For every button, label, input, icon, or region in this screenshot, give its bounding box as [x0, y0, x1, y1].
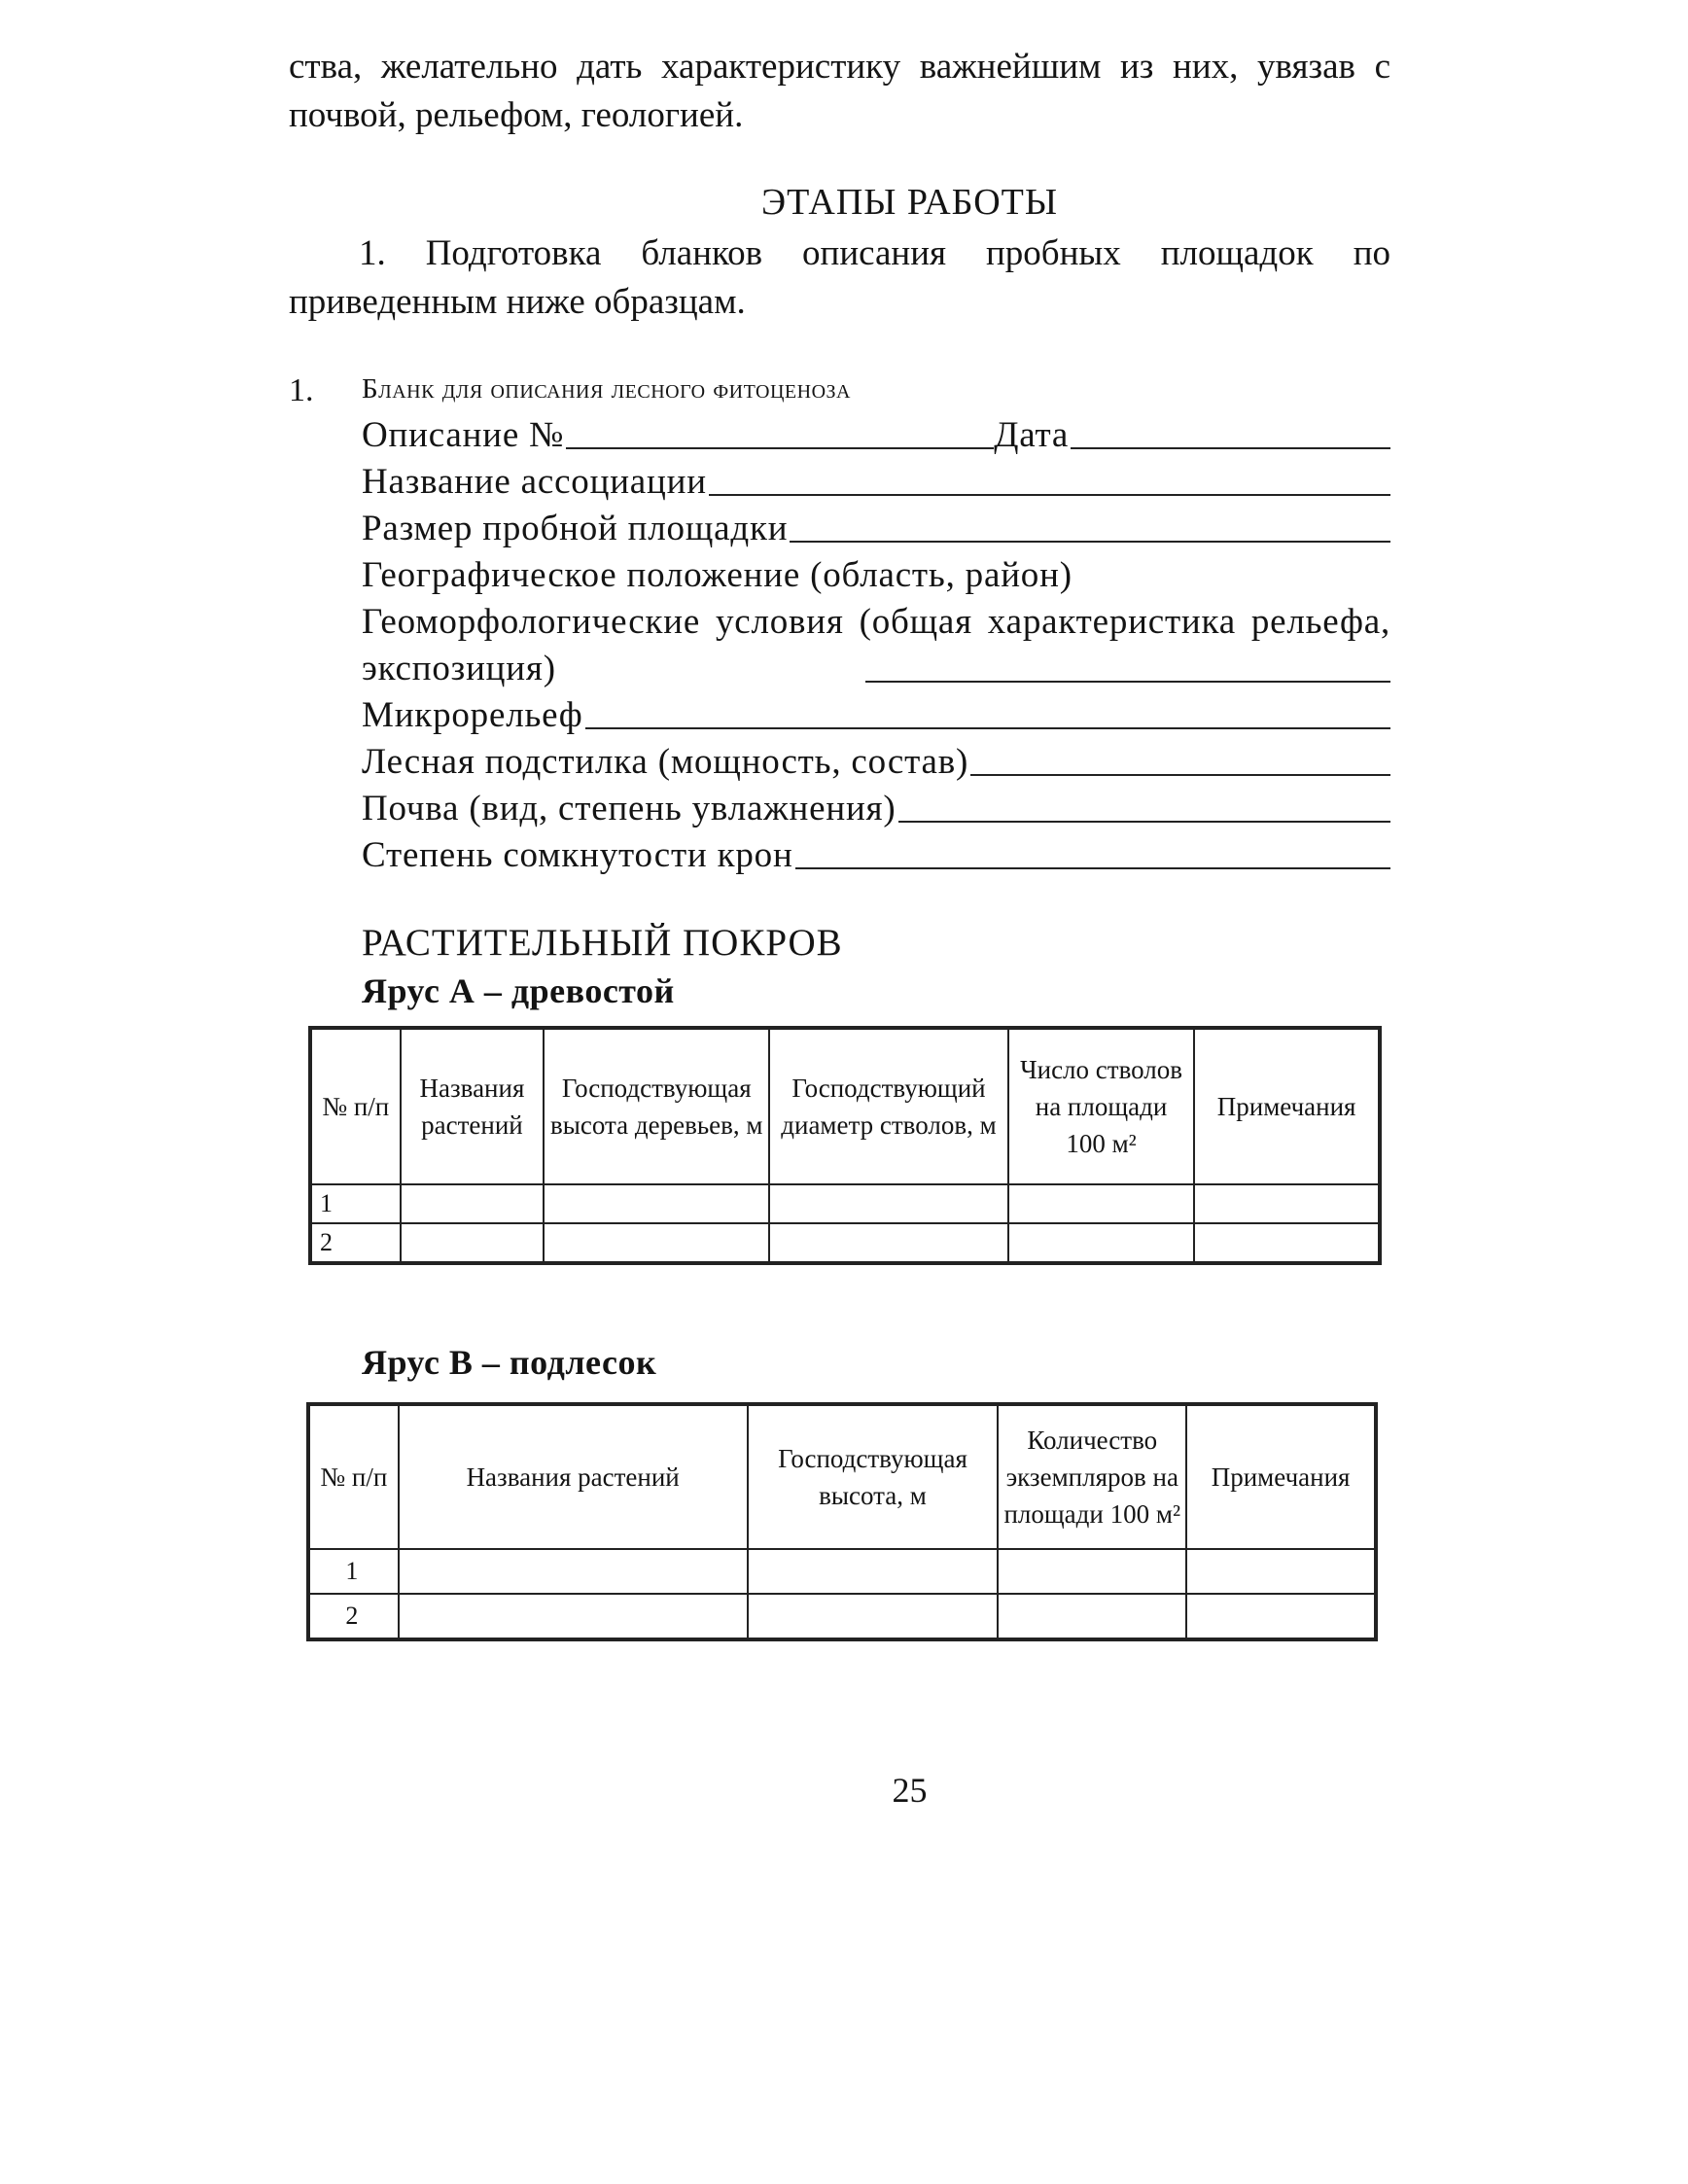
table-row	[311, 1223, 1379, 1262]
litter-blank	[970, 774, 1390, 776]
tier-b-table	[308, 1404, 1376, 1639]
geomorph-label: Геоморфологические условия (общая характеристика рельефа, экспозиция)	[362, 602, 1390, 688]
table-row	[311, 1184, 1379, 1223]
microrelief-blank	[585, 727, 1390, 729]
soil-blank	[898, 821, 1390, 823]
plot-size-blank	[790, 541, 1390, 543]
date-blank	[1071, 447, 1390, 449]
tier-b-title: Ярус В – подлесок	[362, 1343, 657, 1382]
row-number: 1	[309, 1549, 399, 1594]
col-diameter: Господствующий диаметр стволов, м	[769, 1029, 1008, 1184]
row-number: 2	[309, 1594, 399, 1638]
table-cell	[1186, 1549, 1375, 1594]
table-cell	[401, 1223, 545, 1262]
table-cell	[544, 1184, 769, 1223]
form-line-geo-position	[362, 552, 1390, 599]
table-row	[309, 1594, 1375, 1638]
geomorph-blank	[865, 681, 1390, 683]
form-line-litter	[362, 739, 1390, 786]
col-notes: Примечания	[1194, 1029, 1379, 1184]
col-names: Названия растений	[399, 1405, 748, 1549]
form-line-plot-size	[362, 506, 1390, 552]
form-title: Бланк для описания лесного фитоценоза	[362, 373, 851, 405]
table-cell	[998, 1549, 1186, 1594]
vegetation-title: РАСТИТЕЛЬНЫЙ ПОКРОВ	[362, 922, 843, 964]
table-cell	[748, 1549, 999, 1594]
form-line-canopy	[362, 832, 1390, 879]
canopy-label: Степень сомкнутости крон	[362, 835, 793, 875]
description-number-blank	[566, 447, 994, 449]
form-line-microrelief	[362, 692, 1390, 739]
table-cell	[1008, 1223, 1194, 1262]
table-cell	[1194, 1223, 1379, 1262]
description-label: Описание №	[362, 415, 565, 455]
step1-paragraph	[289, 229, 1390, 327]
tier-a-table	[310, 1028, 1380, 1263]
step1-text: 1. Подготовка бланков описания пробных площадок по приведенным ниже образцам.	[289, 233, 1390, 322]
col-names: Названия растений	[401, 1029, 545, 1184]
page-number: 25	[892, 1771, 928, 1810]
table-cell	[1186, 1594, 1375, 1638]
table-cell	[399, 1549, 748, 1594]
col-height: Господствующая высота, м	[748, 1405, 999, 1549]
geo-position-label: Географическое положение (область, район)	[362, 555, 1073, 595]
table-cell	[769, 1184, 1008, 1223]
table-cell	[544, 1223, 769, 1262]
soil-label: Почва (вид, степень увлажнения)	[362, 789, 897, 828]
table-row	[309, 1549, 1375, 1594]
table-header-row	[309, 1405, 1375, 1549]
intro-text: ства, желательно дать характеристику важнейшим из них, увязав с почвой, рельефом, геологией.	[289, 47, 1390, 135]
col-num: № п/п	[309, 1405, 399, 1549]
table-header-row	[311, 1029, 1379, 1184]
litter-label: Лесная подстилка (мощность, состав)	[362, 742, 969, 782]
col-notes: Примечания	[1186, 1405, 1375, 1549]
table-cell	[998, 1594, 1186, 1638]
date-label: Дата	[994, 415, 1070, 455]
form-number: 1.	[289, 372, 314, 408]
canopy-blank	[795, 867, 1390, 869]
forest-phytocenosis-form	[362, 412, 1390, 879]
table-cell	[1194, 1184, 1379, 1223]
microrelief-label: Микрорельеф	[362, 695, 583, 735]
form-line-soil	[362, 786, 1390, 832]
tier-a-title: Ярус А – древостой	[362, 971, 675, 1010]
col-height: Господствующая высота деревьев, м	[544, 1029, 769, 1184]
form-line-association	[362, 459, 1390, 506]
table-cell	[1008, 1184, 1194, 1223]
section-heading: ЭТАПЫ РАБОТЫ	[761, 182, 1058, 223]
form-line-description	[362, 412, 1390, 459]
plot-size-label: Размер пробной площадки	[362, 509, 789, 548]
col-num: № п/п	[311, 1029, 401, 1184]
col-count: Число стволов на площади 100 м²	[1008, 1029, 1194, 1184]
table-cell	[748, 1594, 999, 1638]
col-count: Количество экземпляров на площади 100 м²	[998, 1405, 1186, 1549]
association-blank	[709, 494, 1390, 496]
table-cell	[769, 1223, 1008, 1262]
row-number: 1	[311, 1184, 401, 1223]
table-cell	[401, 1184, 545, 1223]
association-label: Название ассоциации	[362, 462, 707, 502]
intro-paragraph	[289, 43, 1390, 140]
table-cell	[399, 1594, 748, 1638]
row-number: 2	[311, 1223, 401, 1262]
